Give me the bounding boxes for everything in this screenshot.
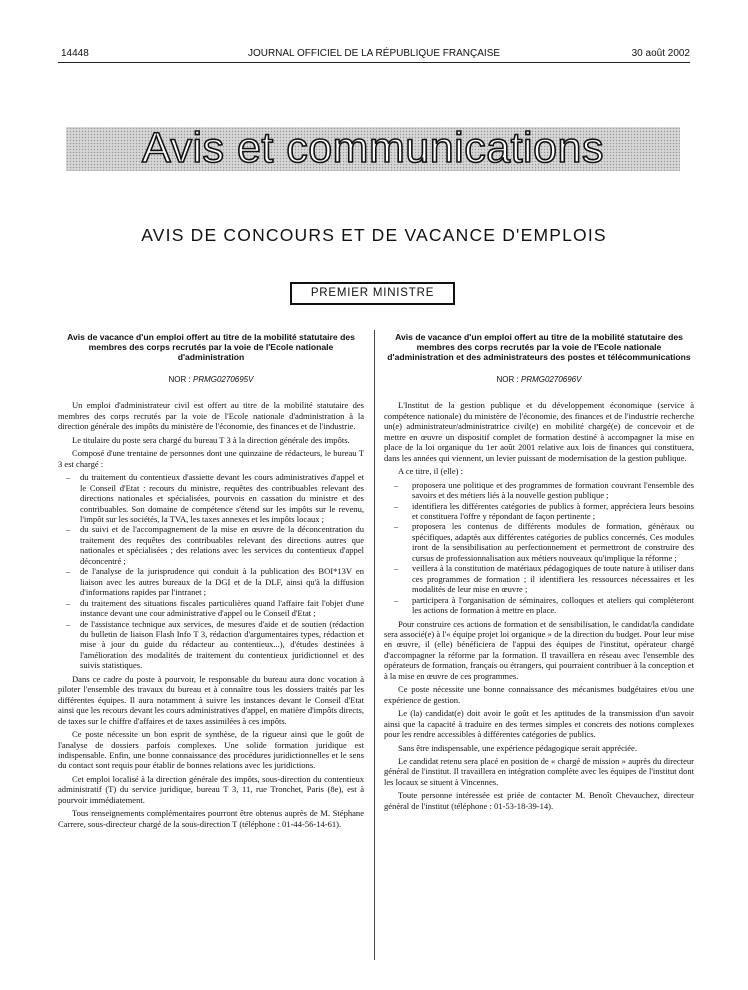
paragraph: Tous renseignements complémentaires pourront être obtenus auprès de M. Stéphane Carrere, sous-directeur chargé de la sous-direction T (téléphone : 01-44-56-14-61).: [58, 808, 364, 829]
paragraph: A ce titre, il (elle) :: [398, 466, 464, 477]
section-title: AVIS DE CONCOURS ET DE VACANCE D'EMPLOIS: [141, 225, 607, 245]
duties-list: [58, 472, 364, 671]
left-article: [58, 332, 364, 832]
paragraph: Sans être indispensable, une expérience pédagogique serait appréciée.: [398, 742, 637, 753]
paragraph: Le candidat retenu sera placé en position de « chargé de mission » auprès du directeur général de l'institut. Il travaillera en intégration complète avec les équipes de l'institut dont les locaux se situent à Vincennes.: [384, 755, 694, 787]
right-article: [384, 332, 694, 814]
list-item: – proposera les contenus de différents modules de formation, généraux ou spécifiques, adaptés aux différentes catégories de publics concernés. Ces modules iront de la sensibilisation au perfectionnement et permettront de construire des cursus de professionnalisation aux métiers nouveaux qu'implique la réforme ;: [384, 521, 694, 563]
article-title: Avis de vacance d'un emploi offert au titre de la mobilité statutaire des membres des corps recrutés par la voie de l'Ecole nationale d'administration: [67, 332, 355, 362]
duties-list: [384, 480, 694, 616]
paragraph: Ce poste nécessite un bon esprit de synthèse, de la rigueur ainsi que le goût de l'analyse de dossiers parfois complexes. Une solide formation juridique est indispensable. Enfin, une bonne connaissance des procédures juridictionnelles et le sens du contact sont requis pour établir de bonnes relations avec les juridictions.: [58, 729, 364, 771]
paragraph: Le (la) candidat(e) doit avoir le goût et les aptitudes de la transmission d'un savoir ainsi que la capacité à traduire en des termes simples et concrets des notions complexes pour les rendre accessibles à différentes catégories de publics.: [384, 708, 694, 740]
nor-reference: [384, 375, 694, 385]
paragraph: Dans ce cadre du poste à pourvoir, le responsable du bureau aura donc vocation à piloter l'ensemble des travaux du bureau et à connaître tous les dossiers traités par les différentes équipes. Il aura notamment à suivre les instances devant le Conseil d'Etat ainsi que les recours devant les cours administratives d'appel, en matière d'impôts directs, de taxes sur le chiffre d'affaires et de taxes assimilées à ces impôts.: [58, 673, 364, 726]
paragraph: Un emploi d'administrateur civil est offert au titre de la mobilité statutaire des membres des corps recrutés par la voie de l'Ecole nationale d'administration à la direction générale des impôts du ministère de l'économie, des finances et de l'industrie.: [58, 400, 364, 432]
ministry-box: PREMIER MINISTRE: [290, 282, 455, 305]
list-item: – du traitement des situations fiscales particulières quand l'affaire fait l'objet d'une instance devant une cour administrative d'appel ou le Conseil d'Etat ;: [58, 598, 364, 619]
list-item: – du traitement du contentieux d'assiette devant les cours administratives d'appel et le Conseil d'Etat : recours du ministre, requêtes des contribuables relevant des directions nationales et spécialisées, pourvois en cassation du ministre et des contribuables. Son domaine de compétence s'étend sur les impôts sur le revenu, l'impôt sur les sociétés, la TVA, les taxes annexes et les impôts locaux ;: [58, 472, 364, 524]
page-header: [0, 46, 748, 62]
nor-code: PRMG0270695V: [192, 375, 254, 384]
list-item: – participera à l'organisation de séminaires, colloques et ateliers qui compléteront les actions de formation à mettre en place.: [384, 595, 694, 616]
page-number: 14448: [61, 48, 89, 59]
list-item: – de l'analyse de la jurisprudence qui conduit à la publication des BOI*13V en liaison avec les autres bureaux de la DGI et de la DLF, ainsi qu'à la diffusion d'informations rapides par l'intranet ;: [58, 566, 364, 597]
paragraph: Pour construire ces actions de formation et de sensibilisation, le candidat/la candidate sera associé(e) à l'« équipe projet loi organique » de la direction du budget. Pour leur mise en œuvre, il (elle) bénéficiera de l'appui des équipes de l'institut, opérateur chargé d'accompagner la réforme par la formation. Il travaillera en réseau avec l'ensemble des opérateurs de formation, français ou étrangers, qui pourraient contribuer à la conception et à la mise en œuvre de ces programmes.: [384, 618, 694, 681]
paragraph: Ce poste nécessite une bonne connaissance des mécanismes budgétaires et/ou une expérience de gestion.: [384, 684, 694, 705]
paragraph: L'Institut de la gestion publique et du développement économique (service à compétence nationale) du ministère de l'économie, des finances et de l'industrie recherche un(e) administrateur/administratrice civil(e) en mobilité chargé(e) de concevoir et de mettre en œuvre un dispositif complet de formation destiné à accompagner la mise en place de la loi organique du 1er août 2001 relative aux lois de finances qui constituera, dans les années qui viennent, un levier puissant de modernisation de la gestion publique.: [384, 400, 694, 463]
nor-reference: [58, 375, 364, 385]
paragraph: Composé d'une trentaine de personnes dont une quinzaine de rédacteurs, le bureau T 3 est chargé :: [58, 448, 364, 469]
list-item: – veillera à la constitution de matériaux pédagogiques de toute nature à utiliser dans ces programmes de formation ; il identifiera les ressources nécessaires et les modalités de leur mise en œuvre ;: [384, 563, 694, 594]
paragraph: Le titulaire du poste sera chargé du bureau T 3 à la direction générale des impôts.: [72, 434, 350, 445]
nor-label: NOR :: [168, 375, 191, 384]
header-rule: [58, 62, 690, 63]
paragraph: Toute personne intéressée est priée de contacter M. Benoît Chevauchez, directeur général de l'institut (téléphone : 01-53-18-39-14).: [384, 790, 694, 811]
article-title: Avis de vacance d'un emploi offert au titre de la mobilité statutaire des membres des corps recrutés par la voie de l'Ecole nationale d'administration et des administrateurs des postes et télécommunications: [387, 332, 691, 362]
banner-title: Avis et communications: [142, 124, 604, 172]
list-item: – de l'assistance technique aux services, de mesures d'aide et de soutien (rédaction du bulletin de liaison Flash Info T 3, rédaction d'argumentaires types, rédaction et mise à jour du guide du rédacteur au contentieux...), d'études destinées à l'amélioration des modalités de traitement du contentieux juridictionnel et des suivis statistiques.: [58, 619, 364, 671]
list-item: – du suivi et de l'accompagnement de la mise en œuvre de la déconcentration du traitement des requêtes des contribuables relevant des directions autres que nationales et spécialisées ; des relations avec les services du contentieux d'appel déconcentré ;: [58, 524, 364, 566]
column-divider: [374, 330, 375, 960]
issue-date: 30 août 2002: [631, 48, 690, 59]
list-item: – proposera une politique et des programmes de formation couvrant l'ensemble des savoirs et des métiers liés à la nouvelle gestion publique ;: [384, 480, 694, 501]
nor-label: NOR :: [496, 375, 519, 384]
nor-code: PRMG0270696V: [520, 375, 582, 384]
paragraph: Cet emploi localisé à la direction générale des impôts, sous-direction du contentieux administratif (T) du service juridique, bureau T 3, 11, rue Tronchet, Paris (8e), est à pourvoir immédiatement.: [58, 773, 364, 805]
journal-title: JOURNAL OFFICIEL DE LA RÉPUBLIQUE FRANÇAISE: [247, 48, 501, 59]
list-item: – identifiera les différentes catégories de publics à former, appréciera leurs besoins et constituera l'offre y répondant de façon pertinente ;: [384, 501, 694, 522]
